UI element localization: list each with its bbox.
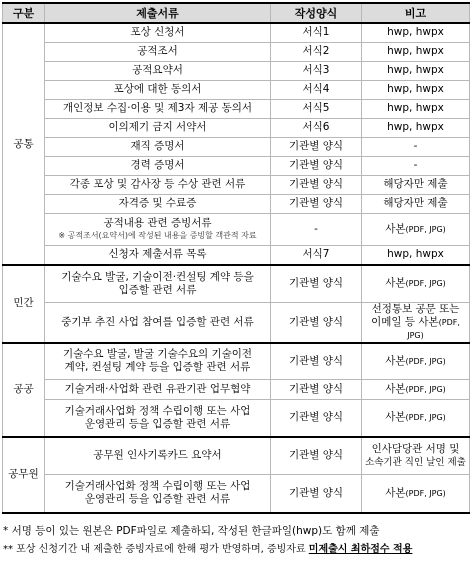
- remark-cell: [362, 400, 470, 437]
- table-row: [3, 437, 470, 475]
- doc-line: 기술거래사업화 정책 수립이행 또는 사업: [64, 404, 251, 417]
- format-cell: 서식6: [271, 118, 362, 137]
- doc-text: 공적내용 관련 증빙서류: [103, 217, 212, 229]
- format-cell: 기관별 양식: [271, 437, 362, 475]
- format-cell: 기관별 양식: [271, 137, 362, 156]
- format-cell: 기관별 양식: [271, 265, 362, 302]
- doc-note: ※ 공적조서(요약서)에 작성된 내용을 증빙할 객관적 자료: [58, 231, 257, 240]
- header-doc: 제출서류: [45, 3, 271, 23]
- table-row: [3, 99, 470, 118]
- remark-cell: hwp, hwpx: [362, 118, 470, 137]
- table-row: [3, 380, 470, 400]
- format-cell: 기관별 양식: [271, 475, 362, 513]
- format-cell: 기관별 양식: [271, 175, 362, 194]
- remark-cell: -: [362, 156, 470, 175]
- format-cell: 기관별 양식: [271, 194, 362, 213]
- table-row: [3, 175, 470, 194]
- table-row: [3, 400, 470, 437]
- doc-cell: [45, 343, 271, 380]
- remark-cell: hwp, hwpx: [362, 99, 470, 118]
- remark-small: (PDF, JPG): [405, 224, 446, 234]
- doc-cell: [45, 475, 271, 513]
- doc-cell: 포상 신청서: [45, 23, 271, 42]
- table-row: [3, 343, 470, 380]
- remark-text: 사본: [385, 222, 406, 235]
- table-row: [3, 302, 470, 343]
- format-cell: 기관별 양식: [271, 380, 362, 400]
- footnote-2-text: ** 포상 신청기간 내 제출한 증빙자료에 한해 평가 반영하며, 증빙자료: [3, 544, 309, 555]
- remark-cell: 해당자만 제출: [362, 175, 470, 194]
- doc-cell: 신청자 제출서류 목록: [45, 245, 271, 265]
- remark-line: 선정통보 공문 또는: [371, 302, 460, 315]
- table-row: [3, 245, 470, 265]
- remark-text: 사본: [385, 277, 406, 290]
- doc-cell: 재직 증명서: [45, 137, 271, 156]
- format-cell: 기관별 양식: [271, 302, 362, 343]
- table-row: [3, 213, 470, 245]
- table-row: [3, 156, 470, 175]
- remark-small: (PDF, JPG): [405, 488, 446, 498]
- doc-cell: 공적요약서: [45, 61, 271, 80]
- group-label-public: 공공: [3, 343, 45, 437]
- remark-line: 인사담당관 서명 및: [371, 442, 460, 455]
- doc-cell: [45, 265, 271, 302]
- doc-cell: 포상에 대한 동의서: [45, 80, 271, 99]
- remark-text: 사본: [385, 383, 406, 395]
- remark-cell: [362, 343, 470, 380]
- doc-cell: 기술거래·사업화 관련 유관기관 업무협약: [45, 380, 271, 400]
- format-cell: 서식7: [271, 245, 362, 265]
- format-cell: 기관별 양식: [271, 156, 362, 175]
- remark-cell: 해당자만 제출: [362, 194, 470, 213]
- header-format: 작성양식: [271, 3, 362, 23]
- format-cell: 서식2: [271, 42, 362, 61]
- remark-cell: [362, 475, 470, 513]
- format-cell: 서식5: [271, 99, 362, 118]
- doc-cell: [45, 400, 271, 437]
- footnote-2-emphasis: 미제출시 최하점수 적용: [308, 544, 413, 555]
- remark-cell: hwp, hwpx: [362, 245, 470, 265]
- remark-cell: [362, 265, 470, 302]
- format-cell: -: [271, 213, 362, 245]
- remark-text: 사본: [385, 354, 406, 367]
- doc-cell: 공무원 인사기록카드 요약서: [45, 437, 271, 475]
- remark-cell: hwp, hwpx: [362, 61, 470, 80]
- header-remark: 비고: [362, 3, 470, 23]
- format-cell: 서식1: [271, 23, 362, 42]
- remark-cell: [362, 437, 470, 475]
- group-label-official: 공무원: [3, 437, 45, 513]
- remark-text: 사본: [385, 486, 406, 499]
- table-header-row: [3, 3, 470, 23]
- remark-cell: [362, 380, 470, 400]
- remark-small: (PDF, JPG): [405, 356, 446, 366]
- table-row: [3, 265, 470, 302]
- format-cell: 기관별 양식: [271, 400, 362, 437]
- remark-small: (PDF, JPG): [405, 385, 446, 394]
- doc-cell: 자격증 및 수료증: [45, 194, 271, 213]
- doc-cell: 중기부 추진 사업 참여를 입증할 관련 서류: [45, 302, 271, 343]
- footnote-1: * 서명 등이 있는 원본은 PDF파일로 제출하되, 작성된 한글파일(hwp)도 함께 제출: [3, 525, 380, 537]
- header-group: 구분: [3, 3, 45, 23]
- table-row: [3, 137, 470, 156]
- doc-line: 입증할 관련 서류: [118, 283, 197, 296]
- submission-documents-table: [2, 2, 470, 514]
- format-cell: 서식4: [271, 80, 362, 99]
- doc-cell: 이의제기 금지 서약서: [45, 118, 271, 137]
- format-cell: 기관별 양식: [271, 343, 362, 380]
- remark-cell: hwp, hwpx: [362, 23, 470, 42]
- doc-line: 기술수요 발굴, 기술이전·컨설팅 계약 등을: [61, 270, 254, 283]
- remark-cell: [362, 302, 470, 343]
- format-cell: 서식3: [271, 61, 362, 80]
- remark-cell: -: [362, 137, 470, 156]
- doc-cell: 경력 증명서: [45, 156, 271, 175]
- remark-cell: [362, 213, 470, 245]
- remark-line: 이메일 등 사본: [371, 315, 439, 328]
- table-row: [3, 194, 470, 213]
- doc-cell: [45, 213, 271, 245]
- doc-line: 기술거래사업화 정책 수립이행 또는 사업: [64, 480, 251, 493]
- doc-line: 운영관리 등을 입증할 관련 서류: [84, 493, 231, 506]
- remark-text: 사본: [385, 411, 406, 424]
- table-row: [3, 80, 470, 99]
- group-label-common: 공통: [3, 23, 45, 265]
- group-label-private: 민간: [3, 265, 45, 343]
- table-row: [3, 475, 470, 513]
- remark-line: 소속기관 직인 날인 제출: [365, 456, 466, 468]
- doc-cell: 개인정보 수집·이용 및 제3자 제공 동의서: [45, 99, 271, 118]
- table-row: [3, 42, 470, 61]
- remark-small: (PDF, JPG): [407, 317, 460, 340]
- doc-line: 운영관리 등을 입증할 관련 서류: [84, 417, 231, 430]
- table-row: [3, 23, 470, 42]
- doc-cell: 공적조서: [45, 42, 271, 61]
- remark-small: (PDF, JPG): [405, 413, 446, 423]
- footnote-2: [3, 543, 412, 557]
- remark-cell: hwp, hwpx: [362, 42, 470, 61]
- table-row: [3, 118, 470, 137]
- remark-small: (PDF, JPG): [405, 279, 446, 289]
- table-row: [3, 61, 470, 80]
- doc-line: 기술수요 발굴, 발굴 기술수요의 기술이전: [62, 348, 253, 361]
- remark-cell: hwp, hwpx: [362, 80, 470, 99]
- doc-cell: 각종 포상 및 감사장 등 수상 관련 서류: [45, 175, 271, 194]
- doc-line: 계약, 컨설팅 계약 등을 입증할 관련 서류: [64, 361, 251, 374]
